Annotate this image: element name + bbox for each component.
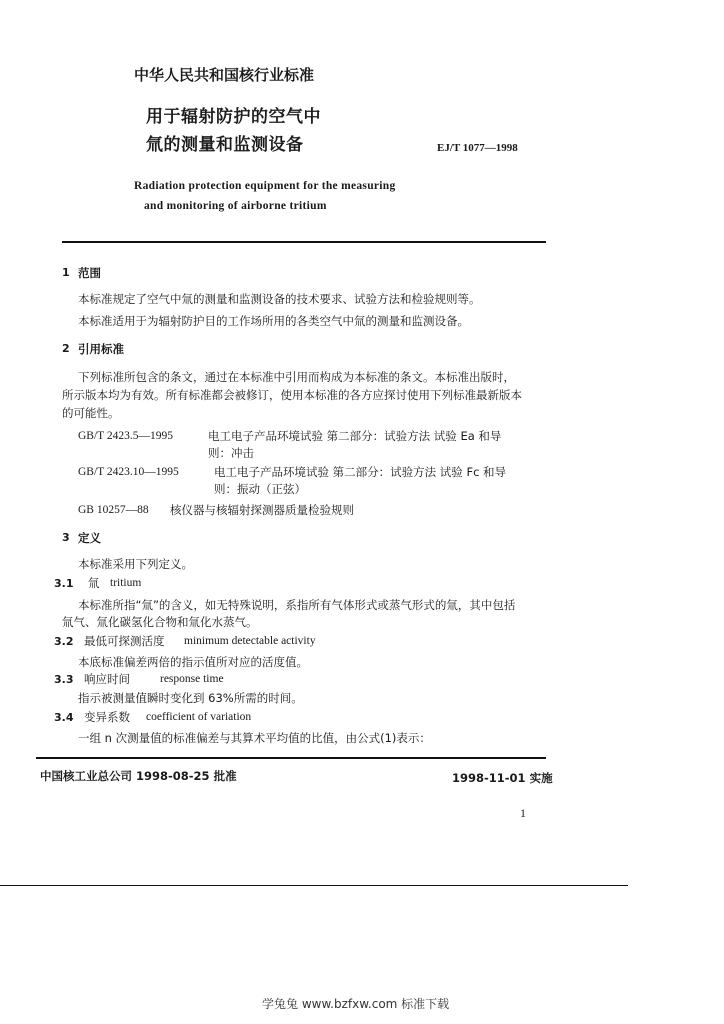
page-bottom-rule	[0, 885, 628, 886]
definition-number: 3.3	[54, 673, 74, 686]
section-2-para-line-1: 下列标准所包含的条文，通过在本标准中引用而构成为本标准的条文。本标准出版时，	[78, 370, 515, 384]
definition-term-en: response time	[160, 673, 224, 685]
section-3-title: 定义	[78, 531, 101, 545]
english-title-line-2: and monitoring of airborne tritium	[144, 200, 327, 212]
definition-term: 响应时间	[84, 672, 130, 686]
definition-text-line-2: 氚气、氚化碳氢化合物和氚化水蒸气。	[62, 615, 258, 629]
reference-title-line-2: 则：振动（正弦）	[214, 482, 306, 496]
section-1-para-1: 本标准规定了空气中氚的测量和监测设备的技术要求、试验方法和检验规则等。	[78, 292, 481, 306]
standard-code: EJ/T 1077—1998	[437, 142, 518, 154]
reference-code: GB/T 2423.5—1995	[78, 430, 173, 442]
page-number: 1	[520, 806, 526, 820]
reference-code: GB/T 2423.10—1995	[78, 466, 179, 478]
reference-title-line-1: 核仪器与核辐射探测器质量检验规则	[170, 503, 354, 517]
approval-line: 中国核工业总公司 1998-08-25 批准	[40, 769, 237, 783]
section-1-number: 1	[62, 266, 70, 279]
header-rule	[62, 241, 546, 243]
definition-number: 3.1	[54, 577, 74, 590]
definition-term: 变异系数	[84, 710, 130, 724]
definition-text-line-1: 本底标准偏差两倍的指示值所对应的活度值。	[78, 655, 308, 669]
watermark-link[interactable]: 学兔兔 www.bzfxw.com 标准下载	[262, 997, 450, 1011]
reference-code: GB 10257—88	[78, 504, 149, 516]
definition-term: 最低可探测活度	[84, 634, 165, 648]
section-3-number: 3	[62, 531, 70, 544]
section-2-number: 2	[62, 342, 70, 355]
definition-text-line-1: 一组 n 次测量值的标准偏差与其算术平均值的比值，由公式(1)表示：	[78, 731, 431, 745]
section-2-para-line-3: 的可能性。	[62, 406, 120, 420]
definition-term-en: coefficient of variation	[146, 711, 252, 723]
definition-text-line-1: 本标准所指“氚”的含义，如无特殊说明，系指所有气体形式或蒸气形式的氚，其中包括	[78, 598, 516, 612]
title-line-1: 用于辐射防护的空气中	[146, 107, 321, 127]
definition-term: 氚	[88, 576, 100, 590]
english-title-line-1: Radiation protection equipment for the measuring	[134, 180, 396, 192]
title-line-2: 氚的测量和监测设备	[146, 135, 304, 155]
definition-term-en: tritium	[110, 577, 142, 589]
definition-text-line-1: 指示被测量值瞬时变化到 63%所需的时间。	[78, 691, 303, 705]
section-1-para-2: 本标准适用于为辐射防护目的工作场所用的各类空气中氚的测量和监测设备。	[78, 314, 469, 328]
definition-term-en: minimum detectable activity	[184, 635, 316, 647]
standard-org: 中华人民共和国核行业标准	[134, 66, 315, 84]
reference-title-line-1: 电工电子产品环境试验 第二部分：试验方法 试验 Ea 和导	[208, 429, 502, 443]
reference-title-line-1: 电工电子产品环境试验 第二部分：试验方法 试验 Fc 和导	[214, 465, 507, 479]
footer-rule	[36, 757, 546, 759]
definition-number: 3.2	[54, 635, 74, 648]
effective-date: 1998-11-01 实施	[452, 771, 553, 785]
section-3-intro: 本标准采用下列定义。	[78, 557, 193, 571]
section-1-title: 范围	[78, 266, 101, 280]
section-2-para-line-2: 所示版本均为有效。所有标准都会被修订，使用本标准的各方应探讨使用下列标准最新版本	[62, 388, 522, 402]
reference-title-line-2: 则：冲击	[208, 446, 254, 460]
definition-number: 3.4	[54, 711, 74, 724]
section-2-title: 引用标准	[78, 342, 124, 356]
